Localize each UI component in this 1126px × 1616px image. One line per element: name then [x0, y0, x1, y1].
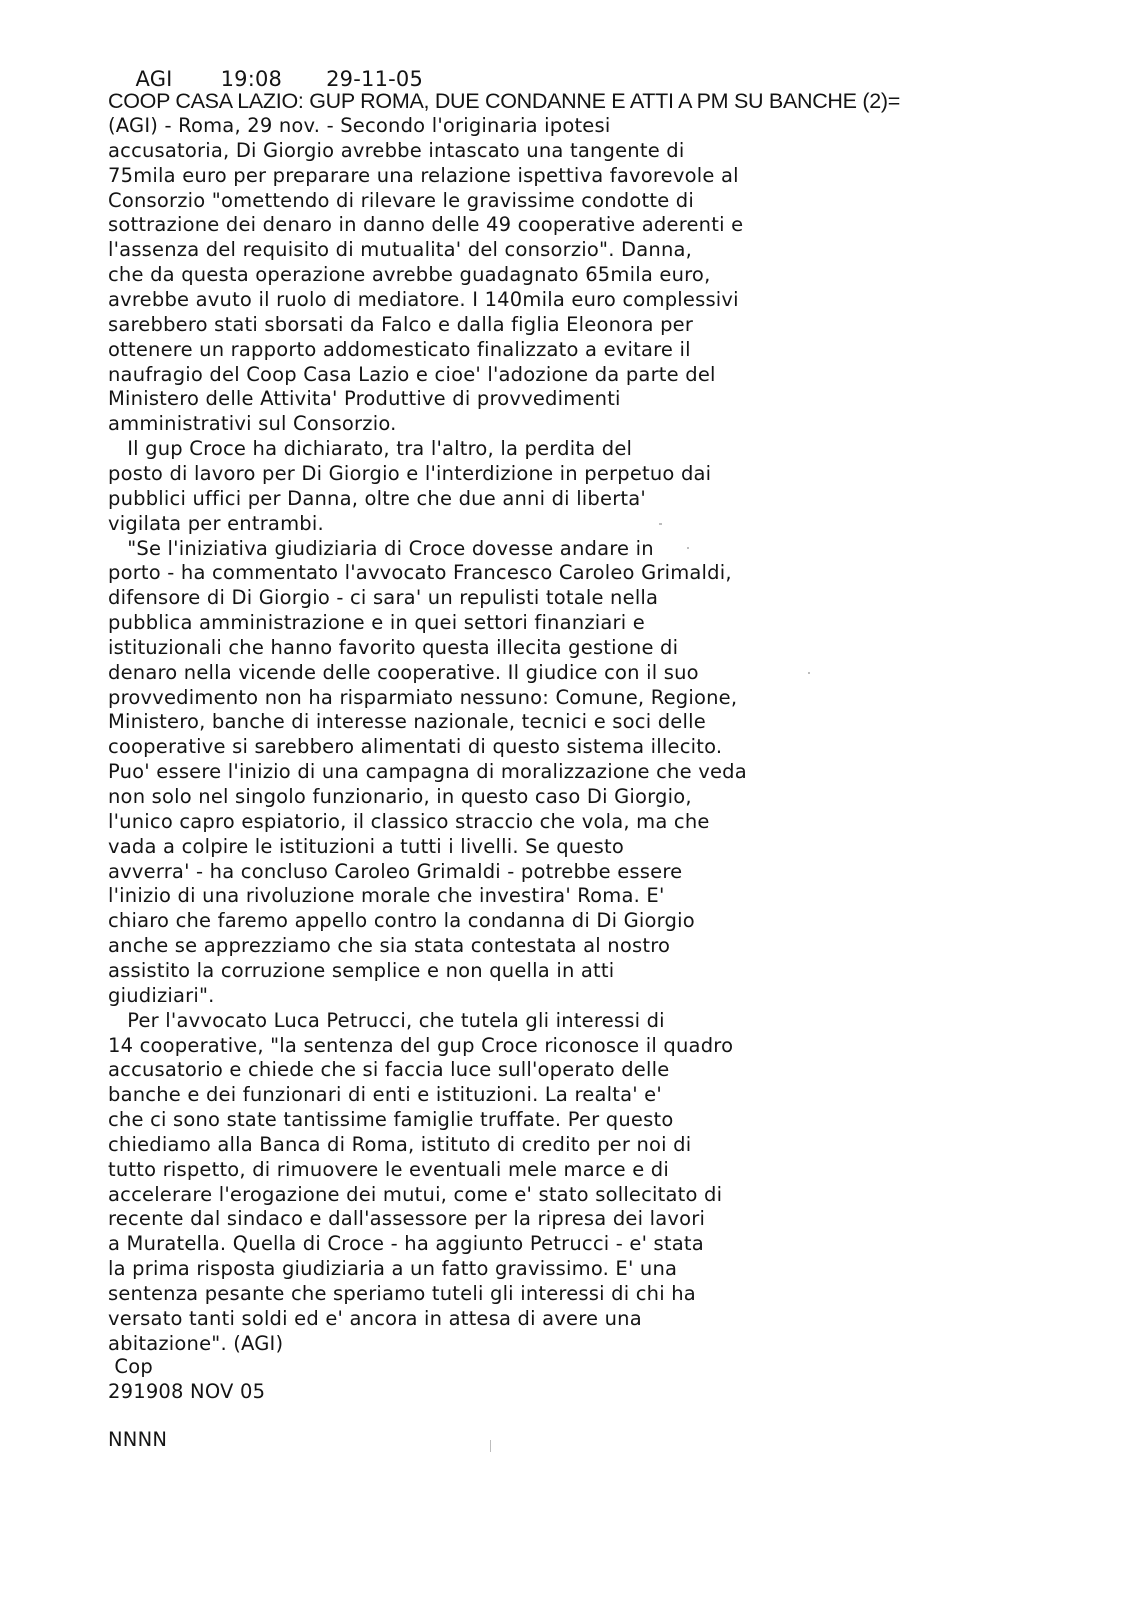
- body-line: a Muratella. Quella di Croce - ha aggiunto Petrucci - e' stata: [108, 1232, 704, 1256]
- body-line: cooperative si sarebbero alimentati di questo sistema illecito.: [108, 735, 723, 759]
- body-line: l'unico capro espiatorio, il classico straccio che vola, ma che: [108, 809, 710, 833]
- body-line: naufragio del Coop Casa Lazio e cioe' l'adozione da parte del: [108, 362, 716, 386]
- body-line: banche e dei funzionari di enti e istituzioni. La realta' e': [108, 1083, 662, 1107]
- body-line: amministrativi sul Consorzio.: [108, 412, 397, 436]
- body-line: 14 cooperative, "la sentenza del gup Croce riconosce il quadro: [108, 1033, 734, 1057]
- body-line: provvedimento non ha risparmiato nessuno: Comune, Regione,: [108, 685, 738, 709]
- body-line: sottrazione dei denaro in danno delle 49 cooperative aderenti e: [108, 213, 744, 237]
- body-line: accusatoria, Di Giorgio avrebbe intascato una tangente di: [108, 138, 685, 162]
- body-line: chiediamo alla Banca di Roma, istituto di credito per noi di: [108, 1132, 692, 1156]
- body-line: accelerare l'erogazione dei mutui, come e' stato sollecitato di: [108, 1182, 723, 1206]
- scan-speck: [490, 1440, 491, 1452]
- body-line: tutto rispetto, di rimuovere le eventuali mele marce e di: [108, 1157, 669, 1181]
- signature: Cop: [108, 1355, 153, 1378]
- body-line: Per l'avvocato Luca Petrucci, che tutela gli interessi di: [108, 1008, 665, 1032]
- end-marker: NNNN: [108, 1428, 168, 1451]
- body-line: ottenere un rapporto addomesticato finalizzato a evitare il: [108, 337, 691, 361]
- body-line: sentenza pesante che speriamo tuteli gli interessi di chi ha: [108, 1282, 696, 1305]
- body-line: istituzionali che hanno favorito questa illecita gestione di: [108, 635, 679, 659]
- body-line: denaro nella vicende delle cooperative. Il giudice con il suo: [108, 660, 699, 684]
- body-line: recente dal sindaco e dall'assessore per la ripresa dei lavori: [108, 1207, 706, 1231]
- body-line: pubblici uffici per Danna, oltre che due anni di liberta': [108, 486, 646, 510]
- body-line: Consorzio "omettendo di rilevare le gravissime condotte di: [108, 188, 695, 212]
- body-line: la prima risposta giudiziaria a un fatto gravissimo. E' una: [108, 1257, 678, 1281]
- body-line: Ministero delle Attivita' Produttive di provvedimenti: [108, 387, 621, 411]
- body-line: che ci sono state tantissime famiglie truffate. Per questo: [108, 1108, 674, 1131]
- body-line: anche se apprezziamo che sia stata contestata al nostro: [108, 934, 671, 958]
- body-line: sarebbero stati sborsati da Falco e dalla figlia Eleonora per: [108, 312, 694, 336]
- body-line: Ministero, banche di interesse nazionale, tecnici e soci delle: [108, 710, 706, 734]
- body-line: chiaro che faremo appello contro la condanna di Di Giorgio: [108, 909, 695, 933]
- agency-label: AGI: [135, 67, 173, 91]
- body-line: l'inizio di una rivoluzione morale che investira' Roma. E': [108, 884, 665, 908]
- body-line: accusatorio e chiede che si faccia luce sull'operato delle: [108, 1058, 670, 1082]
- body-line: l'assenza del requisito di mutualita' del consorzio". Danna,: [108, 238, 693, 262]
- date-label: 29-11-05: [326, 67, 424, 91]
- body-line: avrebbe avuto il ruolo di mediatore. I 140mila euro complessivi: [108, 288, 739, 311]
- body-line: pubblica amministrazione e in quei settori finanziari e: [108, 611, 645, 634]
- body-line: difensore di Di Giorgio - ci sara' un repulisti totale nella: [108, 586, 659, 610]
- body-line: "Se l'iniziativa giudiziaria di Croce dovesse andare in: [108, 536, 654, 560]
- body-line: che da questa operazione avrebbe guadagnato 65mila euro,: [108, 263, 711, 287]
- body-line: versato tanti soldi ed e' ancora in attesa di avere una: [108, 1306, 642, 1330]
- scan-speck: [808, 672, 810, 674]
- body-line: (AGI) - Roma, 29 nov. - Secondo l'originaria ipotesi: [108, 114, 611, 137]
- scan-speck: [659, 523, 662, 525]
- body-line: posto di lavoro per Di Giorgio e l'interdizione in perpetuo dai: [108, 461, 712, 485]
- scan-speck: [687, 547, 689, 549]
- body-line: 75mila euro per preparare una relazione ispettiva favorevole al: [108, 163, 739, 187]
- body-line: Puo' essere l'inizio di una campagna di moralizzazione che veda: [108, 760, 747, 784]
- dateline: 291908 NOV 05: [108, 1380, 266, 1403]
- body-line: vada a colpire le istituzioni a tutti i livelli. Se questo: [108, 834, 624, 858]
- body-line: assistito la corruzione semplice e non quella in atti: [108, 958, 615, 982]
- body-line: porto - ha commentato l'avvocato Francesco Caroleo Grimaldi,: [108, 561, 732, 585]
- body-line: vigilata per entrambi.: [108, 511, 324, 535]
- body-line: avverra' - ha concluso Caroleo Grimaldi - potrebbe essere: [108, 859, 683, 883]
- headline: COOP CASA LAZIO: GUP ROMA, DUE CONDANNE E ATTI A PM SU BANCHE (2)=: [108, 89, 901, 113]
- body-line: Il gup Croce ha dichiarato, tra l'altro, la perdita del: [108, 437, 633, 461]
- body-line: giudiziari".: [108, 983, 215, 1007]
- body-line: non solo nel singolo funzionario, in questo caso Di Giorgio,: [108, 785, 692, 808]
- body-line: abitazione". (AGI): [108, 1331, 284, 1355]
- time-label: 19:08: [220, 67, 283, 91]
